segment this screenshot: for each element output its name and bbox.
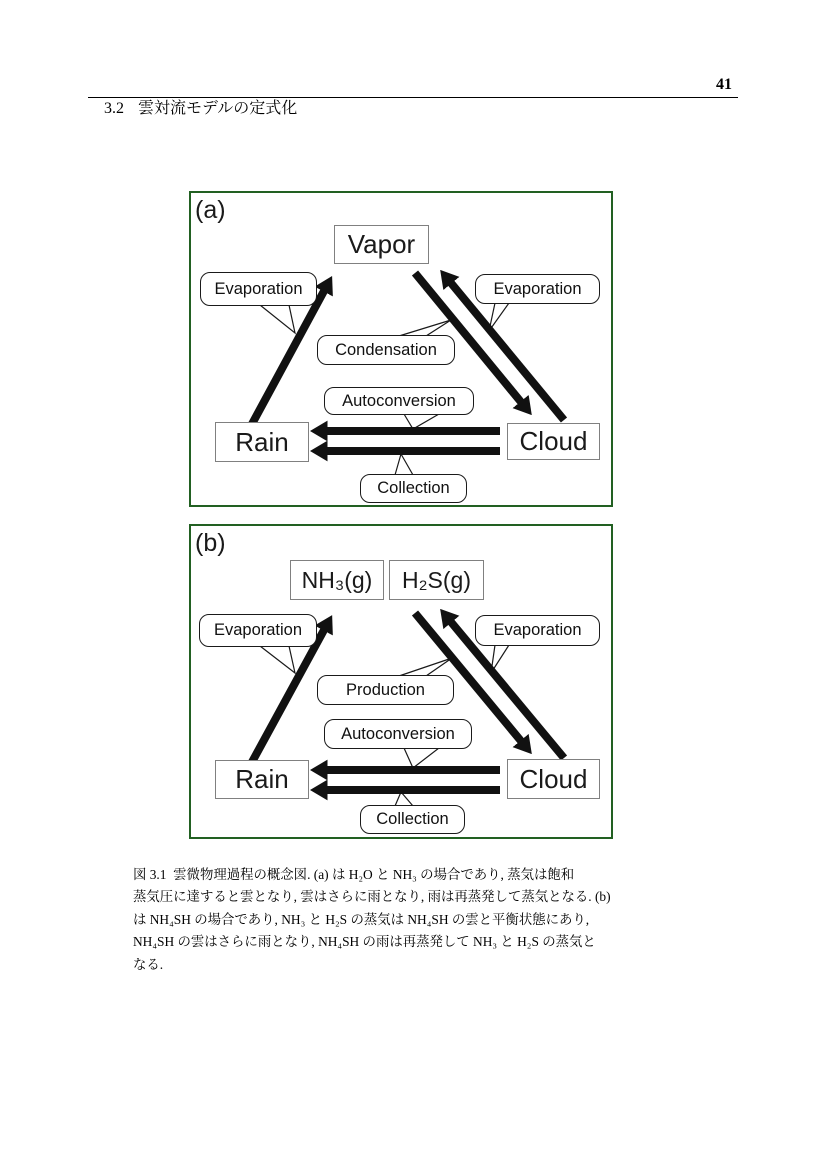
condensation-bubble: Condensation xyxy=(317,335,455,365)
production-bubble: Production xyxy=(317,675,454,705)
h2s-gas-box: H₂S(g) xyxy=(389,560,484,600)
autoconversion-bubble-tail xyxy=(404,748,439,768)
production-bubble-tail xyxy=(399,658,452,676)
page-number: 41 xyxy=(716,76,732,93)
caption-line: は NH₄SH の場合であり, NH₃ と H₂S の蒸気は NH₄SH の雲と平衡状態にあり, xyxy=(133,911,590,927)
figure-caption xyxy=(133,864,611,976)
autoconversion-bubble: Autoconversion xyxy=(324,387,474,415)
evaporation-right-bubble: Evaporation xyxy=(475,274,600,304)
autoconversion-bubble: Autoconversion xyxy=(324,719,472,749)
figure-b-tag: (b) xyxy=(195,529,226,557)
figure-a-tag: (a) xyxy=(195,196,226,224)
autoconversion-bubble-tail xyxy=(404,414,439,429)
evaporation-left-bubble: Evaporation xyxy=(200,272,317,306)
evaporation-left-bubble: Evaporation xyxy=(199,614,317,647)
evaporation-left-bubble-tail xyxy=(260,646,295,673)
evaporation-right-bubble: Evaporation xyxy=(475,615,600,646)
figure-a-frame xyxy=(189,191,613,507)
caption-line: なる. xyxy=(133,956,164,972)
header-rule xyxy=(88,97,738,98)
figure-b-frame xyxy=(189,524,613,839)
section-number: 3.2 xyxy=(104,100,124,117)
running-header xyxy=(88,77,297,136)
collection-bubble-tail xyxy=(395,792,413,806)
rain-box: Rain xyxy=(215,422,309,462)
rain-box: Rain xyxy=(215,760,309,799)
evaporation-left-bubble-tail xyxy=(260,305,295,333)
cloud-box: Cloud xyxy=(507,423,600,460)
caption-line: 図 3.1 雲微物理過程の概念図. (a) は H₂O と NH₃ の場合であり, 蒸気は飽和 xyxy=(133,867,575,882)
collection-bubble: Collection xyxy=(360,805,465,834)
collection-bubble: Collection xyxy=(360,474,467,503)
vapor-box: Vapor xyxy=(334,225,429,264)
caption-line: 蒸気圧に達すると雲となり, 雲はさらに雨となり, 雨は再蒸発して蒸気となる. (b) xyxy=(133,889,611,905)
caption-line: NH₄SH の雲はさらに雨となり, NH₄SH の雨は再蒸発して NH₃ と H₂S の蒸気と xyxy=(133,934,596,950)
nh3-gas-box: NH₃(g) xyxy=(290,560,384,600)
cloud-box: Cloud xyxy=(507,759,600,799)
collection-bubble-tail xyxy=(395,454,413,475)
condensation-bubble-tail xyxy=(399,320,451,336)
section-title: 雲対流モデルの定式化 xyxy=(138,100,298,117)
